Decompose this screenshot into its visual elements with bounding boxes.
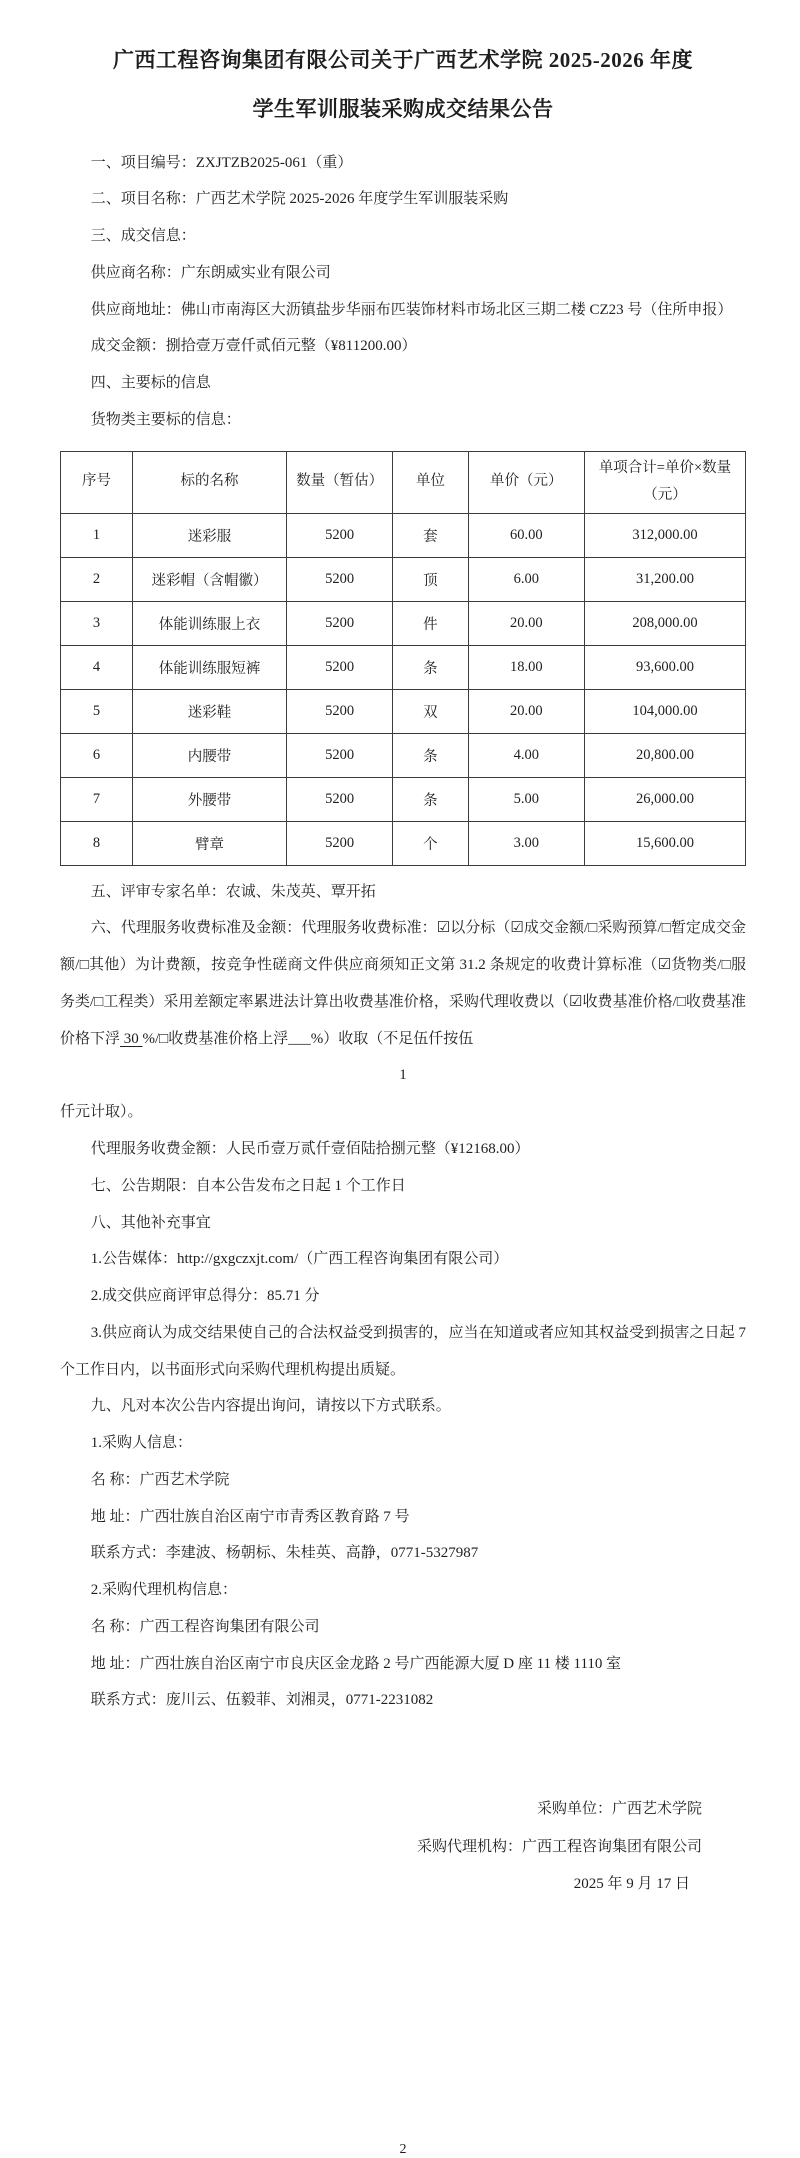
page-title [66,36,740,135]
signature-agency: 采购代理机构：广西工程咨询集团有限公司 [416,1838,702,1855]
cell-unit-price: 20.00 [468,601,584,645]
cell-subtotal: 26,000.00 [585,777,746,821]
cell-index: 8 [61,821,133,865]
table-row [61,557,746,601]
cell-unit: 条 [393,733,468,777]
header-unit: 单位 [393,451,468,513]
table-row [61,689,746,733]
cell-item-name: 外腰带 [132,777,286,821]
cell-unit-price: 20.00 [468,689,584,733]
agency-address: 地 址：广西壮族自治区南宁市良庆区金龙路 2 号广西能源大厦 D 座 11 楼 1110 室 [90,1655,622,1672]
header-index: 序号 [61,451,133,513]
cell-unit-price: 3.00 [468,821,584,865]
buyer-info-heading: 1.采购人信息： [90,1435,193,1452]
cell-item-name: 体能训练服上衣 [132,601,286,645]
cell-unit-price: 4.00 [468,733,584,777]
cell-quantity: 5200 [287,689,393,733]
announcement-media: 1.公告媒体：http://gxgczxjt.com/（广西工程咨询集团有限公司） [90,1251,509,1268]
cell-subtotal: 312,000.00 [585,513,746,557]
deal-amount: 成交金额：捌拾壹万壹仟贰佰元整（¥811200.00） [90,338,417,355]
cell-quantity: 5200 [287,777,393,821]
cell-quantity: 5200 [287,557,393,601]
header-unit-price: 单价（元） [468,451,584,513]
goods-table [60,451,746,866]
fee-discount-value: 30 [120,1030,143,1047]
cell-index: 3 [61,601,133,645]
cell-quantity: 5200 [287,601,393,645]
agency-name: 名 称：广西工程咨询集团有限公司 [90,1618,320,1635]
cell-item-name: 体能训练服短裤 [132,645,286,689]
cell-quantity: 5200 [287,821,393,865]
experts-list: 五、评审专家名单：农诚、朱茂英、覃开拓 [90,883,376,900]
cell-subtotal: 15,600.00 [585,821,746,865]
cell-subtotal: 93,600.00 [585,645,746,689]
cell-index: 1 [61,513,133,557]
fee-text-part2: %/□收费基准价格上浮___%）收取（不足伍仟按伍 [142,1030,474,1047]
cell-index: 5 [61,689,133,733]
inline-page-number: 1 [399,1067,407,1084]
supplier-name: 供应商名称：广东朗威实业有限公司 [90,264,331,281]
signature-buyer: 采购单位：广西艺术学院 [536,1801,702,1818]
title-line-2: 学生军训服装采购成交结果公告 [252,97,554,122]
cell-unit-price: 5.00 [468,777,584,821]
cell-subtotal: 20,800.00 [585,733,746,777]
cell-quantity: 5200 [287,645,393,689]
cell-subtotal: 104,000.00 [585,689,746,733]
table-row [61,645,746,689]
cell-subtotal: 208,000.00 [585,601,746,645]
cell-subtotal: 31,200.00 [585,557,746,601]
cell-index: 6 [61,733,133,777]
page-number: 2 [399,2141,407,2157]
fee-text-part1: 六、代理服务收费标准及金额：代理服务收费标准：☑以分标（☑成交金额/□采购预算/□暂定成交金额/□其他）为计费额，按竞争性磋商文件供应商须知正文第 31.2 条规定的收费计算标准（☑货物类/□服务类/□工程类）采用差额定率累进法计算出收费基准价格，采购代理收费以（☑收费基准价格/□收费基准价格下浮 [60,920,746,1047]
project-number: 一、项目编号：ZXJTZB2025-061（重） [90,154,353,171]
header-quantity: 数量（暂估） [287,451,393,513]
cell-item-name: 迷彩服 [132,513,286,557]
supplier-review-score: 2.成交供应商评审总得分：85.71 分 [90,1288,320,1305]
cell-unit: 条 [393,777,468,821]
agency-fee-amount: 代理服务收费金额：人民币壹万贰仟壹佰陆拾捌元整（¥12168.00） [90,1141,530,1158]
cell-unit: 件 [393,601,468,645]
cell-unit-price: 60.00 [468,513,584,557]
signature-date: 2025 年 9 月 17 日 [573,1876,690,1893]
cell-unit: 双 [393,689,468,733]
buyer-address: 地 址：广西壮族自治区南宁市青秀区教育路 7 号 [90,1508,410,1525]
deal-info-heading: 三、成交信息： [90,228,196,245]
notice-period: 七、公告期限：自本公告发布之日起 1 个工作日 [90,1177,406,1194]
main-subject-heading: 四、主要标的信息 [90,375,211,392]
agency-info-heading: 2.采购代理机构信息： [90,1582,238,1599]
cell-index: 2 [61,557,133,601]
cell-index: 4 [61,645,133,689]
cell-unit: 套 [393,513,468,557]
header-subtotal: 单项合计=单价×数量（元） [585,451,746,513]
inquiry-heading: 九、凡对本次公告内容提出询问，请按以下方式联系。 [90,1398,451,1415]
cell-item-name: 内腰带 [132,733,286,777]
cell-unit: 顶 [393,557,468,601]
buyer-name: 名 称：广西艺术学院 [90,1471,230,1488]
header-item-name: 标的名称 [132,451,286,513]
table-row [61,601,746,645]
cell-unit: 个 [393,821,468,865]
cell-quantity: 5200 [287,513,393,557]
title-line-1: 广西工程咨询集团有限公司关于广西艺术学院 2025-2026 年度 [113,48,693,72]
other-matters-heading: 八、其他补充事宜 [90,1214,211,1231]
table-row [61,821,746,865]
goods-subject-heading: 货物类主要标的信息： [90,411,241,428]
table-row [61,733,746,777]
fee-standard-continuation: 仟元计取）。 [60,1104,143,1121]
table-row [61,513,746,557]
cell-item-name: 臂章 [132,821,286,865]
cell-item-name: 迷彩鞋 [132,689,286,733]
agency-fee-standard [60,910,746,1057]
agency-contact: 联系方式：庞川云、伍毅菲、刘湘灵，0771-2231082 [90,1692,434,1709]
cell-unit-price: 18.00 [468,645,584,689]
cell-unit-price: 6.00 [468,557,584,601]
objection-clause: 3.供应商认为成交结果使自己的合法权益受到损害的，应当在知道或者应知其权益受到损害之日起 7 个工作日内，以书面形式向采购代理机构提出质疑。 [60,1324,746,1378]
signature-block [60,1791,746,1904]
table-header-row [61,451,746,513]
supplier-address: 供应商地址：佛山市南海区大沥镇盐步华丽布匹装饰材料市场北区三期二楼 CZ23 号（住所申报） [90,301,733,318]
table-row [61,777,746,821]
buyer-contact: 联系方式：李建波、杨朝标、朱桂英、高静，0771-5327987 [90,1545,479,1562]
cell-index: 7 [61,777,133,821]
cell-quantity: 5200 [287,733,393,777]
cell-item-name: 迷彩帽（含帽徽） [132,557,286,601]
project-name: 二、项目名称：广西艺术学院 2025-2026 年度学生军训服装采购 [90,191,509,208]
cell-unit: 条 [393,645,468,689]
